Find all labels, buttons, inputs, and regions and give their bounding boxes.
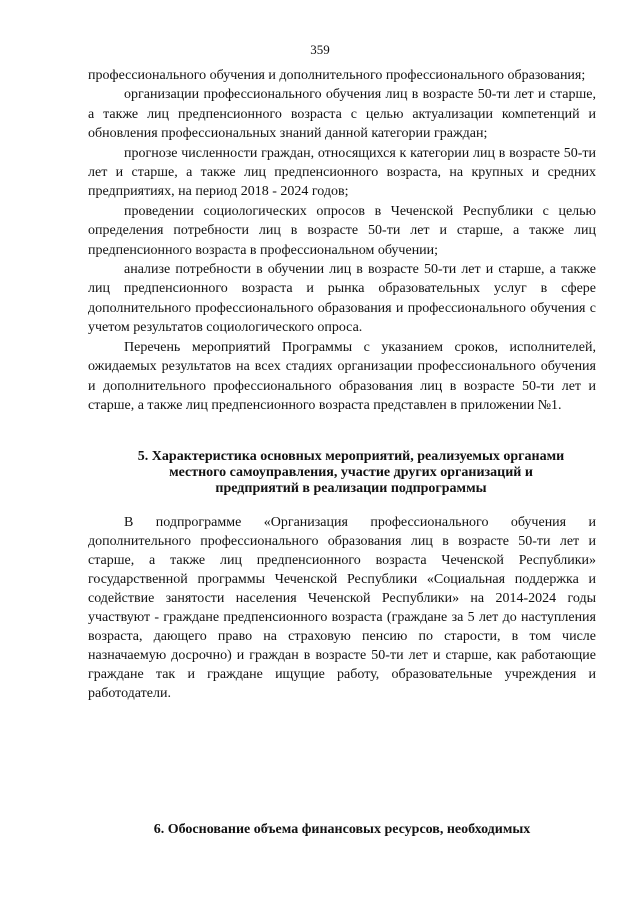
- page-number: 359: [310, 42, 330, 57]
- section-5-heading-line-2: местного самоуправления, участие других организаций и: [169, 465, 533, 481]
- paragraph-training-organization: организации профессионального обучения лиц в возрасте 50-ти лет и старше, а также лиц предпенсионного возраста с целью актуализации компетенций и обновления профессиональных знаний данной категории граждан;: [88, 87, 596, 142]
- paragraph-continuation: профессионального обучения и дополнительного профессионального образования;: [88, 68, 586, 83]
- section-5-paragraph: В подпрограмме «Организация профессионального обучения и дополнительного профессионального образования лиц в возрасте 50-ти лет и старше, а также лиц предпенсионного возраста Чеченской Республики» государственной программы Чеченской Республики «Социальная поддержка и содействие занятости населения Чеченской Республики» на 2014-2024 годы участвуют - граждане предпенсионного возраста (граждане за 5 лет до наступления возраста, дающего право на страховую пенсию по старости, в том числе назначаемую досрочно) и граждан в возрасте 50-ти лет и старше, как работающие граждане так и граждане ищущие работу, образовательные учреждения и работодатели.: [88, 515, 596, 702]
- section-5-heading-line-1: 5. Характеристика основных мероприятий, реализуемых органами: [137, 449, 565, 465]
- document-body: [88, 66, 596, 703]
- paragraph-forecast: прогнозе численности граждан, относящихся к категории лиц в возрасте 50-ти лет и старше, а также лиц предпенсионного возраста, на крупных и средних предприятиях, на период 2018 - 2024 годов;: [88, 145, 596, 200]
- section-5-body: [88, 513, 596, 703]
- paragraph-measures-list: Перечень мероприятий Программы с указанием сроков, исполнителей, ожидаемых результатов на всех стадиях организации профессионального обучения и дополнительного профессионального образования лиц в возрасте 50-ти лет и старше, а также лиц предпенсионного возраста представлен в приложении №1.: [88, 339, 596, 413]
- paragraph-needs-analysis: анализе потребности в обучении лиц в возрасте 50-ти лет и старше, а также лиц предпенсионного возраста и рынка образовательных услуг в сфере дополнительного профессионального образования и профессионального обучения с учетом результатов социологического опроса.: [88, 262, 596, 336]
- section-5-heading: [88, 449, 596, 497]
- paragraph-surveys: проведении социологических опросов в Чеченской Республики с целью определения потребности лиц в возрасте 50-ти лет и старше, а также лиц предпенсионного возраста в профессиональном обучении;: [88, 203, 596, 258]
- section-6-heading: 6. Обоснование объема финансовых ресурсов, необходимых: [153, 822, 531, 837]
- section-5-heading-line-3: предприятий в реализации подпрограммы: [215, 481, 487, 497]
